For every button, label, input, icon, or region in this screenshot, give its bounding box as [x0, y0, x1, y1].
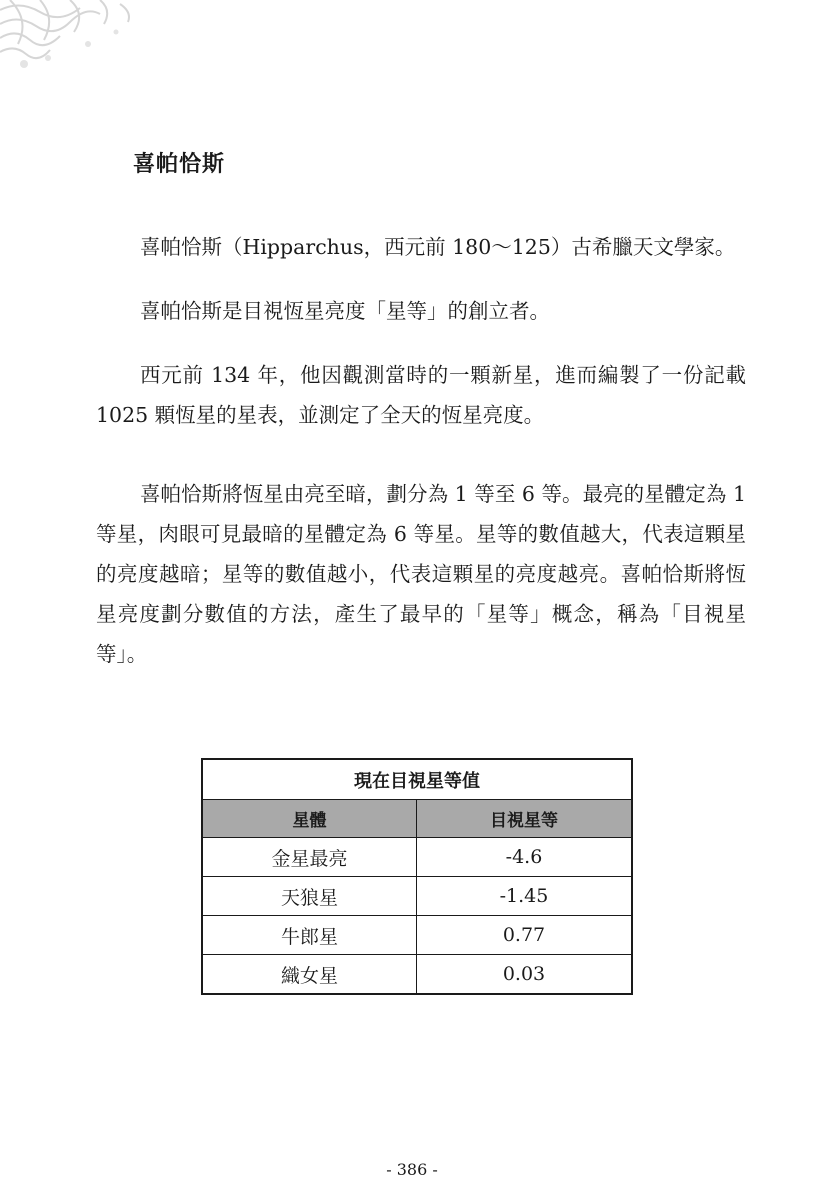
table-cell-body: 織女星 — [202, 955, 417, 995]
page-number: - 386 - — [386, 1160, 438, 1179]
table-row — [202, 838, 632, 877]
table-cell-magnitude: 0.03 — [417, 955, 633, 995]
table-cell-body: 天狼星 — [202, 877, 417, 916]
paragraph-star-catalog: 西元前 134 年，他因觀測當時的一顆新星，進而編製了一份記載 1025 顆恆星的星表，並測定了全天的恆星亮度。 — [96, 363, 746, 427]
table-cell-magnitude: -4.6 — [417, 838, 633, 877]
paragraph-magnitude-founder: 喜帕恰斯是目視恆星亮度「星等」的創立者。 — [140, 299, 550, 323]
table-row — [202, 916, 632, 955]
corner-ornament-icon — [0, 0, 150, 80]
table-cell-magnitude: 0.77 — [417, 916, 633, 955]
table-cell-body: 金星最亮 — [202, 838, 417, 877]
magnitude-table-container — [201, 758, 633, 995]
table-cell-magnitude: -1.45 — [417, 877, 633, 916]
column-header-body: 星體 — [202, 800, 417, 838]
paragraph-magnitude-scale: 喜帕恰斯將恆星由亮至暗，劃分為 1 等至 6 等。最亮的星體定為 1 等星，肉眼可見最暗的星體定為 6 等星。星等的數值越大，代表這顆星的亮度越暗；星等的數值越小，代表這顆星的亮度越亮。喜帕恰斯將恆星亮度劃分數值的方法，產生了最早的「星等」概念，稱為「目視星等」。 — [96, 482, 746, 666]
page-heading: 喜帕恰斯 — [133, 152, 226, 177]
paragraph-intro: 喜帕恰斯（Hipparchus，西元前 180～125）古希臘天文學家。 — [140, 235, 736, 259]
table-row — [202, 877, 632, 916]
table-cell-body: 牛郎星 — [202, 916, 417, 955]
column-header-magnitude: 目視星等 — [417, 800, 633, 838]
table-caption: 現在目視星等值 — [202, 759, 632, 800]
table-row — [202, 955, 632, 995]
magnitude-table — [201, 758, 633, 995]
